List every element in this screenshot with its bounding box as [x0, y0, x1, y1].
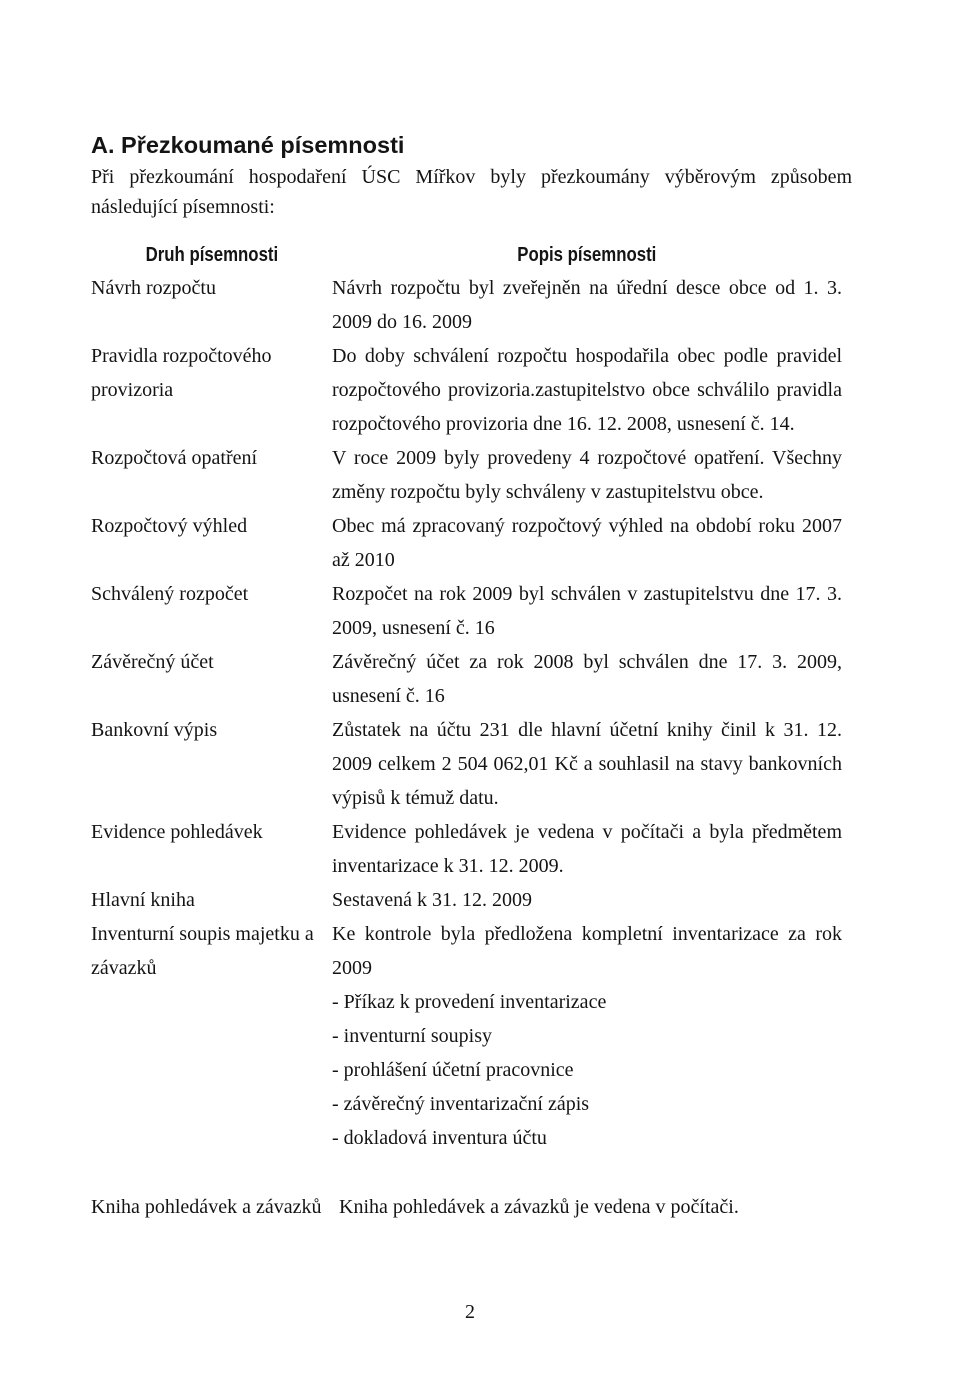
description-line: Do doby schválení rozpočtu hospodařila obec podle pravidel	[332, 345, 842, 367]
column-header-type-label: Druh písemnosti	[145, 244, 278, 266]
document-description-cell	[332, 339, 842, 441]
page-number: 2	[465, 1301, 475, 1323]
document-type-cell	[91, 271, 332, 339]
description-line: Závěrečný účet za rok 2008 byl schválen dne 17. 3. 2009,	[332, 651, 842, 673]
description-list-item: - prohlášení účetní pracovnice	[332, 1059, 574, 1081]
intro-paragraph	[91, 160, 852, 220]
document-description-cell	[332, 883, 842, 917]
document-description-cell	[332, 917, 842, 1155]
description-line: až 2010	[332, 549, 395, 571]
intro-line: Při přezkoumání hospodaření ÚSC Mířkov byly přezkoumány výběrovým způsobem	[91, 166, 852, 188]
document-description-cell	[332, 577, 842, 645]
table-row	[91, 815, 842, 883]
document-type: Návrh rozpočtu	[91, 277, 216, 299]
document-type: Rozpočtová opatření	[91, 447, 258, 469]
description-line: Kniha pohledávek a závazků je vedena v počítači.	[339, 1196, 739, 1218]
description-line: rozpočtového provizoria.zastupitelstvo obce schválilo pravidla	[332, 379, 842, 401]
description-line: Ke kontrole byla předložena kompletní inventarizace za rok	[332, 923, 842, 945]
document-type-cell	[91, 441, 332, 509]
document-type-cell	[91, 883, 332, 917]
document-type-cell	[91, 1190, 339, 1224]
document-description-cell	[339, 1190, 851, 1224]
description-list-item: - dokladová inventura účtu	[332, 1127, 547, 1149]
document-type: Schválený rozpočet	[91, 583, 249, 605]
document-type: Bankovní výpis	[91, 719, 218, 741]
document-description-cell	[332, 271, 842, 339]
document-type: provizoria	[91, 379, 174, 401]
document-type-cell	[91, 339, 332, 441]
table-row	[91, 441, 842, 509]
document-type: Závěrečný účet	[91, 651, 214, 673]
document-type: Evidence pohledávek	[91, 821, 263, 843]
description-line: výpisů k témuž datu.	[332, 787, 499, 809]
description-line: 2009 celkem 2 504 062,01 Kč a souhlasil na stavy bankovních	[332, 753, 842, 775]
description-line: usnesení č. 16	[332, 685, 445, 707]
description-line: V roce 2009 byly provedeny 4 rozpočtové opatření. Všechny	[332, 447, 842, 469]
description-line: 2009	[332, 957, 372, 979]
description-list-item: - Příkaz k provedení inventarizace	[332, 991, 607, 1013]
document-description-cell	[332, 441, 842, 509]
column-header-description	[332, 238, 842, 272]
description-line: Zůstatek na účtu 231 dle hlavní účetní knihy činil k 31. 12.	[332, 719, 842, 741]
description-line: Návrh rozpočtu byl zveřejněn na úřední desce obce od 1. 3.	[332, 277, 842, 299]
column-header-type	[91, 238, 332, 272]
table-row	[91, 509, 842, 577]
document-type: Kniha pohledávek a závazků	[91, 1196, 322, 1218]
description-line: Sestavená k 31. 12. 2009	[332, 889, 532, 911]
document-type: Rozpočtový výhled	[91, 515, 248, 537]
description-line: 2009 do 16. 2009	[332, 311, 472, 333]
description-line: rozpočtového provizoria dne 16. 12. 2008, usnesení č. 14.	[332, 413, 795, 435]
document-table	[91, 271, 842, 1155]
description-list-item: - inventurní soupisy	[332, 1025, 492, 1047]
document-type-cell	[91, 645, 332, 713]
document-type: Inventurní soupis majetku a	[91, 923, 314, 945]
document-type-cell	[91, 509, 332, 577]
table-row	[91, 577, 842, 645]
document-description-cell	[332, 645, 842, 713]
table-row-last	[91, 1190, 851, 1224]
section-heading: A. Přezkoumané písemnosti	[91, 132, 405, 158]
table-row	[91, 917, 842, 1155]
document-type: závazků	[91, 957, 157, 979]
document-description-cell	[332, 713, 842, 815]
document-description-cell	[332, 815, 842, 883]
description-line: Obec má zpracovaný rozpočtový výhled na období roku 2007	[332, 515, 842, 537]
description-line: Rozpočet na rok 2009 byl schválen v zastupitelstvu dne 17. 3.	[332, 583, 842, 605]
document-type-cell	[91, 917, 332, 1155]
table-row	[91, 339, 842, 441]
document-type-cell	[91, 713, 332, 815]
table-row	[91, 713, 842, 815]
table-row	[91, 645, 842, 713]
document-description-cell	[332, 509, 842, 577]
document-type: Hlavní kniha	[91, 889, 195, 911]
description-line: inventarizace k 31. 12. 2009.	[332, 855, 564, 877]
document-type-cell	[91, 815, 332, 883]
description-line: změny rozpočtu byly schváleny v zastupitelstvu obce.	[332, 481, 764, 503]
description-line: 2009, usnesení č. 16	[332, 617, 495, 639]
description-line: Evidence pohledávek je vedena v počítači a byla předmětem	[332, 821, 842, 843]
table-header-row	[91, 238, 842, 272]
document-type: Pravidla rozpočtového	[91, 345, 272, 367]
document-type-cell	[91, 577, 332, 645]
description-list-item: - závěrečný inventarizační zápis	[332, 1093, 590, 1115]
table-row	[91, 883, 842, 917]
table-row	[91, 271, 842, 339]
column-header-description-label: Popis písemnosti	[517, 244, 657, 266]
intro-line: následující písemnosti:	[91, 196, 275, 218]
